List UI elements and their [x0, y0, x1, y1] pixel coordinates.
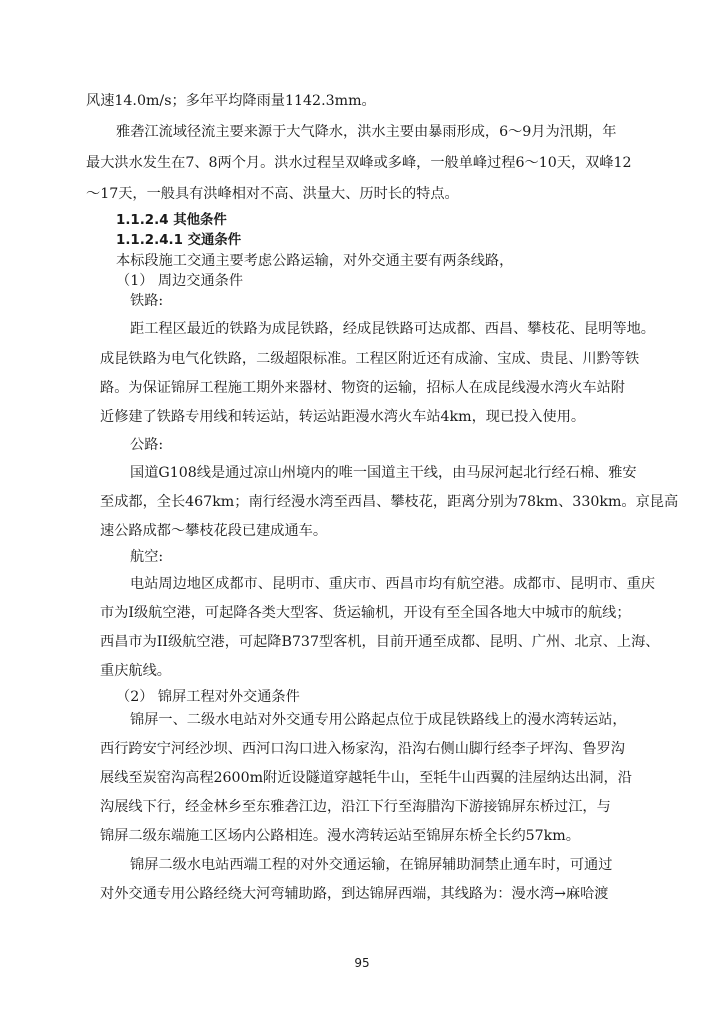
text-line: 市为I级航空港，可起降各类大型客、货运输机，开设有至全国各地大中城市的航线；: [100, 605, 631, 621]
text-line: 速公路成都～攀枝花段已建成通车。: [100, 523, 328, 539]
text-line: 锦屏二级水电站西端工程的对外交通运输，在锦屏辅助洞禁止通车时，可通过: [130, 857, 613, 873]
text-line: 沟展线下行，经金林乡至东雅砻江边，沿江下行至海腊沟下游接锦屏东桥过江，与: [100, 799, 611, 815]
text-line: 风速14.0m/s；多年平均降雨量1142.3mm。: [86, 93, 376, 109]
text-line: 锦屏二级东端施工区场内公路相连。漫水湾转运站至锦屏东桥全长约57km。: [100, 828, 580, 844]
text-line: 对外交通专用公路经绕大河弯辅助路，到达锦屏西端，其线路为：漫水湾→麻哈渡: [100, 886, 609, 902]
text-line: 最大洪水发生在7、8两个月。洪水过程呈双峰或多峰，一般单峰过程6～10天，双峰12: [86, 155, 632, 171]
text-line: 路。为保证锦屏工程施工期外来器材、物资的运输，招标人在成昆线漫水湾火车站附: [100, 380, 625, 396]
text-line: 近修建了铁路专用线和转运站，转运站距漫水湾火车站4km，现已投入使用。: [100, 409, 586, 425]
text-line: ～17天，一般具有洪峰相对不高、洪量大、历时长的特点。: [86, 186, 459, 202]
topic-label: 铁路:: [130, 293, 164, 309]
topic-label: 航空:: [130, 549, 164, 565]
text-line: 至成都，全长467km；南行经漫水湾至西昌、攀枝花，距离分别为78km、330km。京昆高: [100, 494, 679, 510]
text-line: 国道G108线是通过凉山州境内的唯一国道主干线，由马尿河起北行经石棉、雅安: [130, 465, 637, 481]
text-line: 本标段施工交通主要考虑公路运输，对外交通主要有两条线路，: [116, 253, 514, 269]
list-heading: （2） 锦屏工程对外交通条件: [116, 689, 300, 705]
topic-label: 公路:: [130, 437, 164, 453]
page-number: 95: [354, 956, 370, 970]
section-heading: 1.1.2.4 其他条件: [116, 213, 227, 228]
text-line: 西行跨安宁河经沙坝、西河口沟口进入杨家沟，沿沟右侧山脚行经李子坪沟、鲁罗沟: [100, 741, 625, 757]
text-line: 雅砻江流域径流主要来源于大气降水，洪水主要由暴雨形成，6～9月为汛期，年: [116, 124, 617, 140]
text-line: 锦屏一、二级水电站对外交通专用公路起点位于成昆铁路线上的漫水湾转运站，: [130, 712, 627, 728]
text-line: 重庆航线。: [100, 663, 171, 679]
subsection-heading: 1.1.2.4.1 交通条件: [116, 233, 242, 248]
text-line: 西昌市为II级航空港，可起降B737型客机，目前开通至成都、昆明、广州、北京、上海、: [100, 634, 660, 650]
text-line: 距工程区最近的铁路为成昆铁路，经成昆铁路可达成都、西昌、攀枝花、昆明等地。: [130, 321, 655, 337]
text-line: 电站周边地区成都市、昆明市、重庆市、西昌市均有航空港。成都市、昆明市、重庆: [130, 576, 655, 592]
text-line: 成昆铁路为电气化铁路，二级超限标准。工程区附近还有成渝、宝成、贵昆、川黔等铁: [100, 351, 640, 367]
text-line: 展线至炭窑沟高程2600m附近设隧道穿越牦牛山，至牦牛山西翼的洼屋纳达出洞，沿: [100, 770, 632, 786]
list-heading: （1） 周边交通条件: [116, 273, 244, 289]
